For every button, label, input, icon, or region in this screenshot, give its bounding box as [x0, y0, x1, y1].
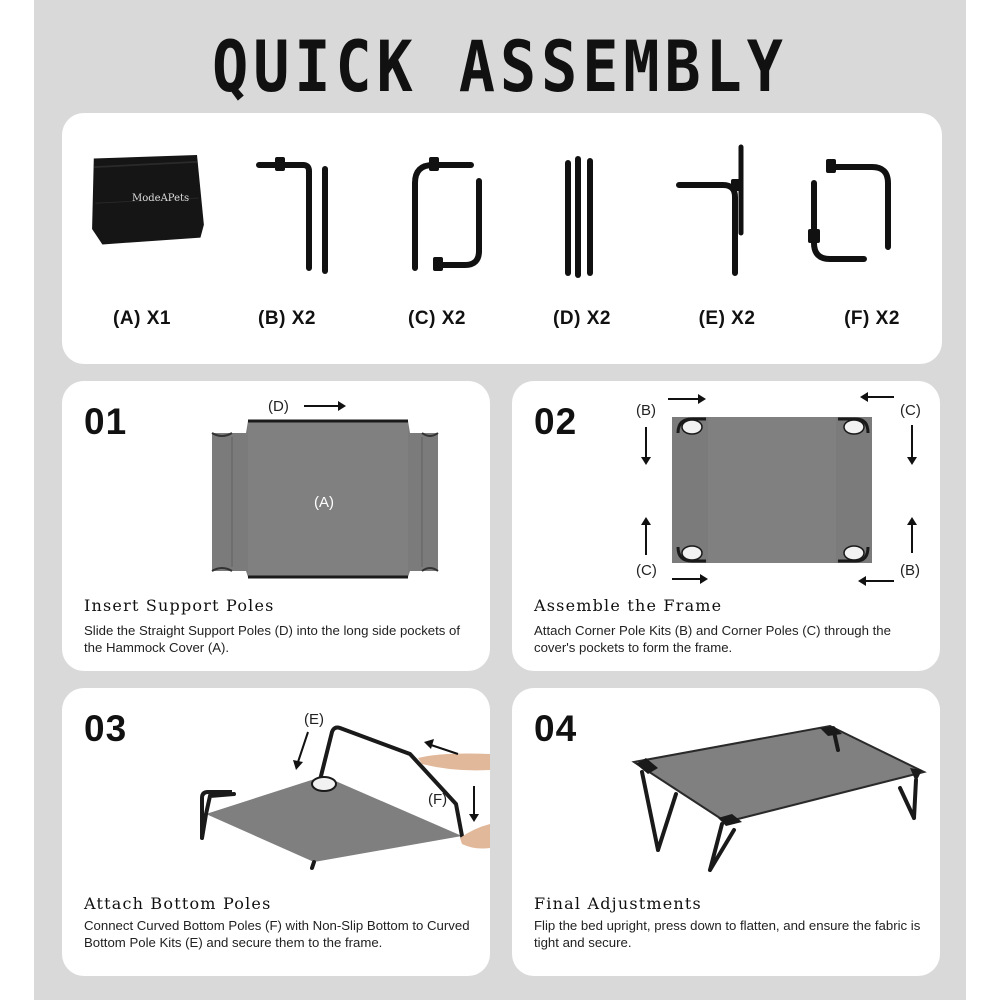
arrow-up-icon [641, 517, 651, 525]
arrow-up-icon [907, 517, 917, 525]
step-description: Slide the Straight Support Poles (D) into the long side pockets of the Hammock Cover (A). [84, 623, 461, 655]
part-label: (D) X2 [553, 308, 611, 329]
part-d [512, 113, 652, 364]
step-card-01 [62, 381, 490, 671]
part-label: (F) X2 [844, 308, 900, 329]
curved-bottom-pole-icon [802, 143, 942, 293]
arrow-down-icon [641, 457, 651, 465]
arrow-down-icon [293, 760, 303, 770]
callout-b-top: (B) [636, 402, 656, 419]
step-03-illustration [62, 688, 490, 898]
step-04-illustration [512, 688, 940, 898]
part-c [367, 113, 507, 364]
arrow-left-icon [424, 739, 434, 749]
callout-a: (A) [314, 494, 334, 511]
callout-d: (D) [268, 398, 289, 415]
arrow-right-icon [698, 394, 706, 404]
hammock-cover-icon [72, 143, 212, 293]
curved-bottom-pole-kit-icon [657, 143, 797, 293]
part-a-logo: ModeAPets [132, 193, 190, 204]
step-title: Insert Support Poles [84, 596, 275, 615]
part-label: (C) X2 [408, 308, 466, 329]
step-number: 02 [534, 401, 578, 442]
page-title: QUICK ASSEMBLY [212, 26, 788, 109]
callout-b-bottom: (B) [900, 562, 920, 579]
straight-support-pole-icon [512, 143, 652, 293]
callout-f: (F) [428, 791, 448, 808]
step-title: Assemble the Frame [534, 596, 723, 615]
arrow-right-icon [338, 401, 346, 411]
step-number: 01 [84, 401, 128, 442]
step-number: 03 [84, 708, 128, 749]
arrow-down-icon [907, 457, 917, 465]
arrow-right-icon [700, 574, 708, 584]
step-description: Connect Curved Bottom Poles (F) with Non-Slip Bottom to Curved Bottom Pole Kits (E) and secure them to the frame. [84, 918, 470, 950]
arrow-left-icon [858, 576, 866, 586]
arrow-down-icon [469, 814, 479, 822]
parts-card [62, 113, 942, 364]
corner-pole-kit-icon [217, 143, 357, 293]
part-label: (A) X1 [113, 308, 171, 329]
step-title: Final Adjustments [534, 894, 702, 913]
step-02-illustration [512, 381, 940, 591]
callout-e: (E) [304, 711, 324, 728]
step-description: Flip the bed upright, press down to flatten, and ensure the fabric is tight and secure. [534, 918, 921, 950]
part-label: (E) X2 [698, 308, 756, 329]
part-b [217, 113, 357, 364]
step-card-04 [512, 688, 940, 976]
arrow-left-icon [860, 392, 868, 402]
step-number: 04 [534, 708, 578, 749]
callout-c-top: (C) [900, 402, 921, 419]
part-label: (B) X2 [258, 308, 316, 329]
step-01-illustration [62, 381, 490, 591]
step-card-02 [512, 381, 940, 671]
part-f [802, 113, 942, 364]
step-card-03 [62, 688, 490, 976]
corner-pole-icon [367, 143, 507, 293]
step-description: Attach Corner Pole Kits (B) and Corner Poles (C) through the cover's pockets to form the frame. [534, 623, 891, 655]
part-e [657, 113, 797, 364]
part-a [72, 113, 212, 364]
step-title: Attach Bottom Poles [84, 894, 272, 913]
callout-c-bottom: (C) [636, 562, 657, 579]
